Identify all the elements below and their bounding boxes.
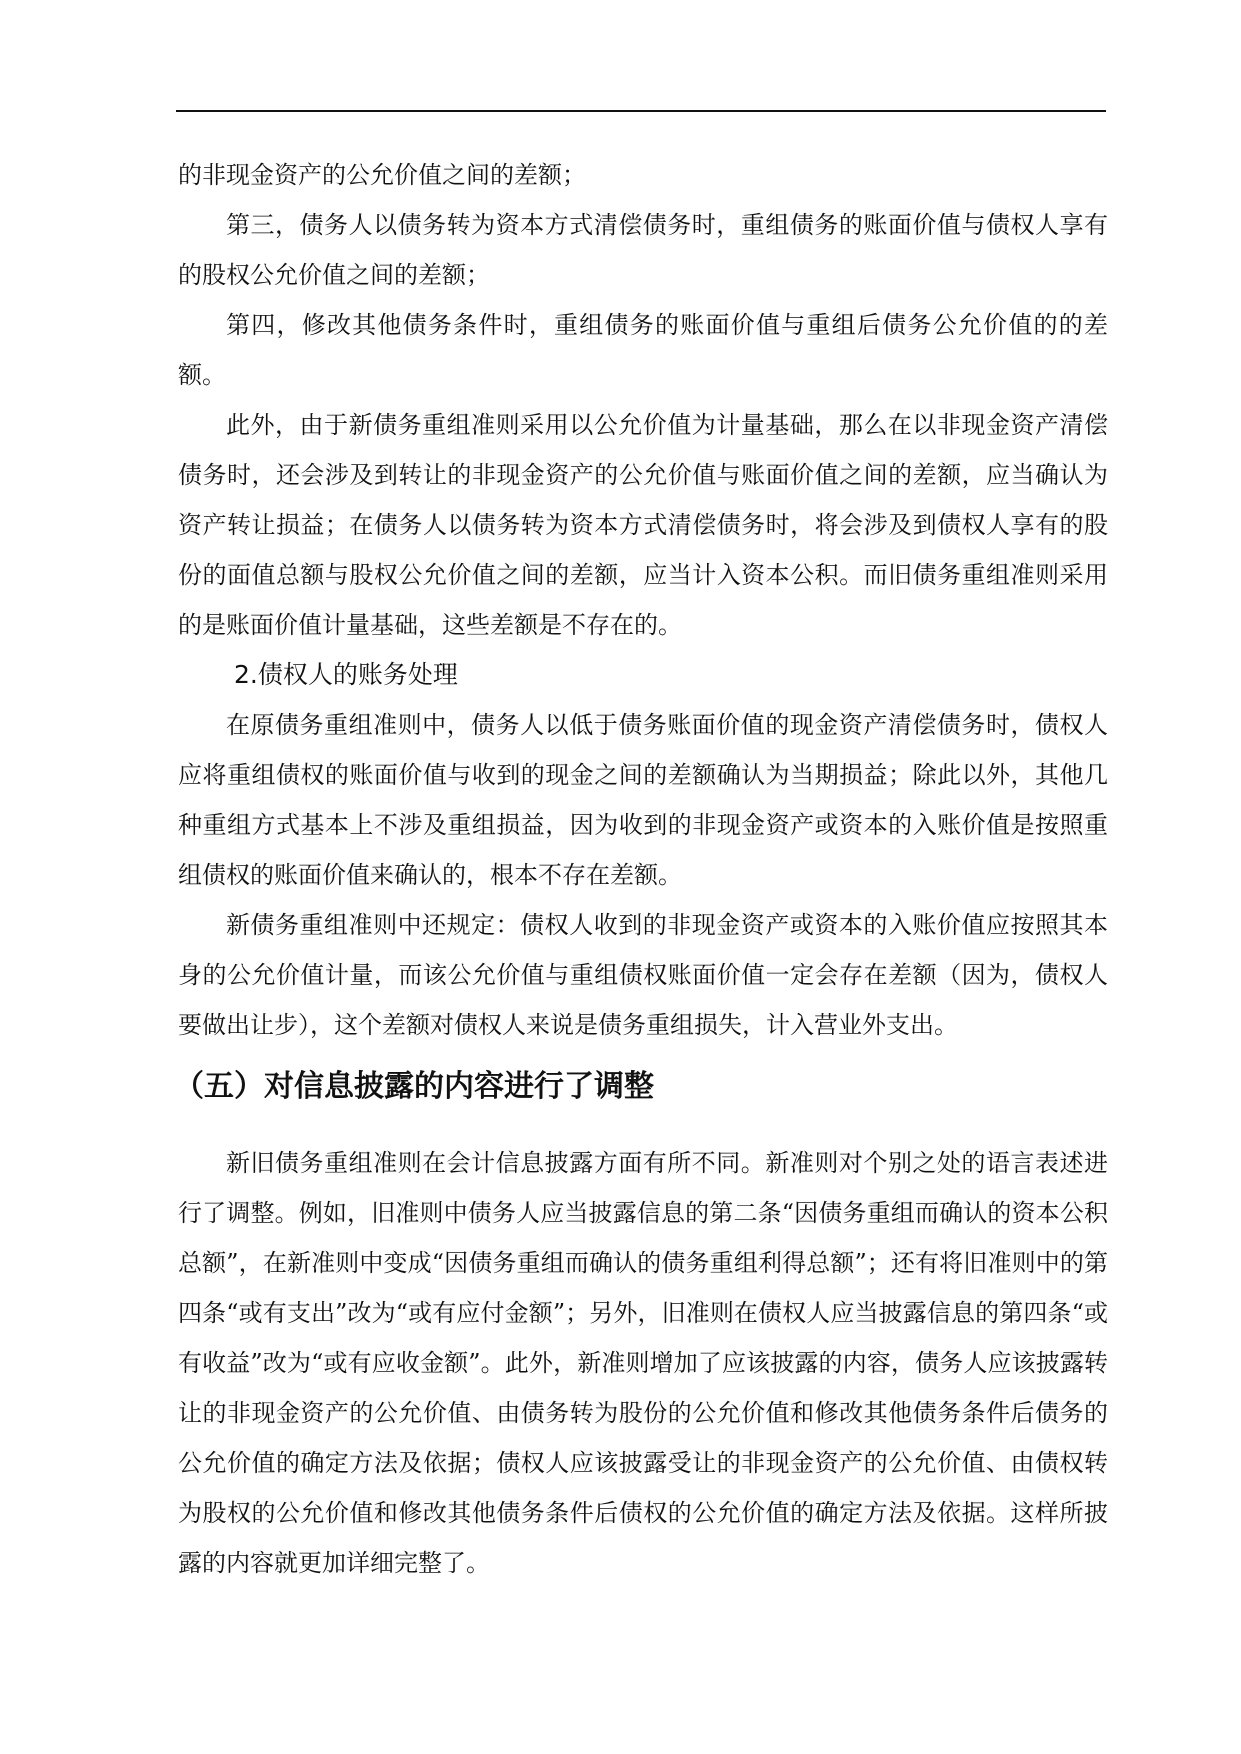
- paragraph-new-standard: 新债务重组准则中还规定：债权人收到的非现金资产或资本的入账价值应按照其本身的公允价值计量，而该公允价值与重组债权账面价值一定会存在差额（因为，债权人要做出让步），这个差额对债权人来说是债务重组损失，计入营业外支出。: [178, 911, 1108, 1039]
- paragraph-disclosure-changes: 新旧债务重组准则在会计信息披露方面有所不同。新准则对个别之处的语言表述进行了调整。例如，旧准则中债务人应当披露信息的第二条“因债务重组而确认的资本公积总额”，在新准则中变成“因债务重组而确认的债务重组利得总额”；还有将旧准则中的第四条“或有支出”改为“或有应付金额”；另外，旧准则在债权人应当披露信息的第四条“或有收益”改为“或有应收金额”。此外，新准则增加了应该披露的内容，债务人应该披露转让的非现金资产的公允价值、由债务转为股份的公允价值和修改其他债务条件后债务的公允价值的确定方法及依据；债权人应该披露受让的非现金资产的公允价值、由债权转为股权的公允价值和修改其他债务条件后债权的公允价值的确定方法及依据。这样所披露的内容就更加详细完整了。: [178, 1149, 1108, 1577]
- paragraph-third-item: 第三，债务人以债务转为资本方式清偿债务时，重组债务的账面价值与债权人享有的股权公允价值之间的差额；: [178, 211, 1108, 289]
- document-body: [174, 150, 1108, 1588]
- paragraph-continuation: 的非现金资产的公允价值之间的差额；: [178, 161, 586, 189]
- section-heading-disclosure: （五）对信息披露的内容进行了调整: [174, 1069, 654, 1104]
- paragraph-fair-value-note: 此外，由于新债务重组准则采用以公允价值为计量基础，那么在以非现金资产清偿债务时，还会涉及到转让的非现金资产的公允价值与账面价值之间的差额，应当确认为资产转让损益；在债务人以债务转为资本方式清偿债务时，将会涉及到债权人享有的股份的面值总额与股权公允价值之间的差额，应当计入资本公积。而旧债务重组准则采用的是账面价值计量基础，这些差额是不存在的。: [178, 411, 1108, 639]
- subheading-creditor-accounting: 2.债权人的账务处理: [234, 660, 458, 689]
- paragraph-fourth-item: 第四，修改其他债务条件时，重组债务的账面价值与重组后债务公允价值的的差额。: [178, 311, 1108, 389]
- header-rule: [176, 110, 1106, 112]
- paragraph-original-standard: 在原债务重组准则中，债务人以低于债务账面价值的现金资产清偿债务时，债权人应将重组债权的账面价值与收到的现金之间的差额确认为当期损益；除此以外，其他几种重组方式基本上不涉及重组损益，因为收到的非现金资产或资本的入账价值是按照重组债权的账面价值来确认的，根本不存在差额。: [178, 711, 1108, 889]
